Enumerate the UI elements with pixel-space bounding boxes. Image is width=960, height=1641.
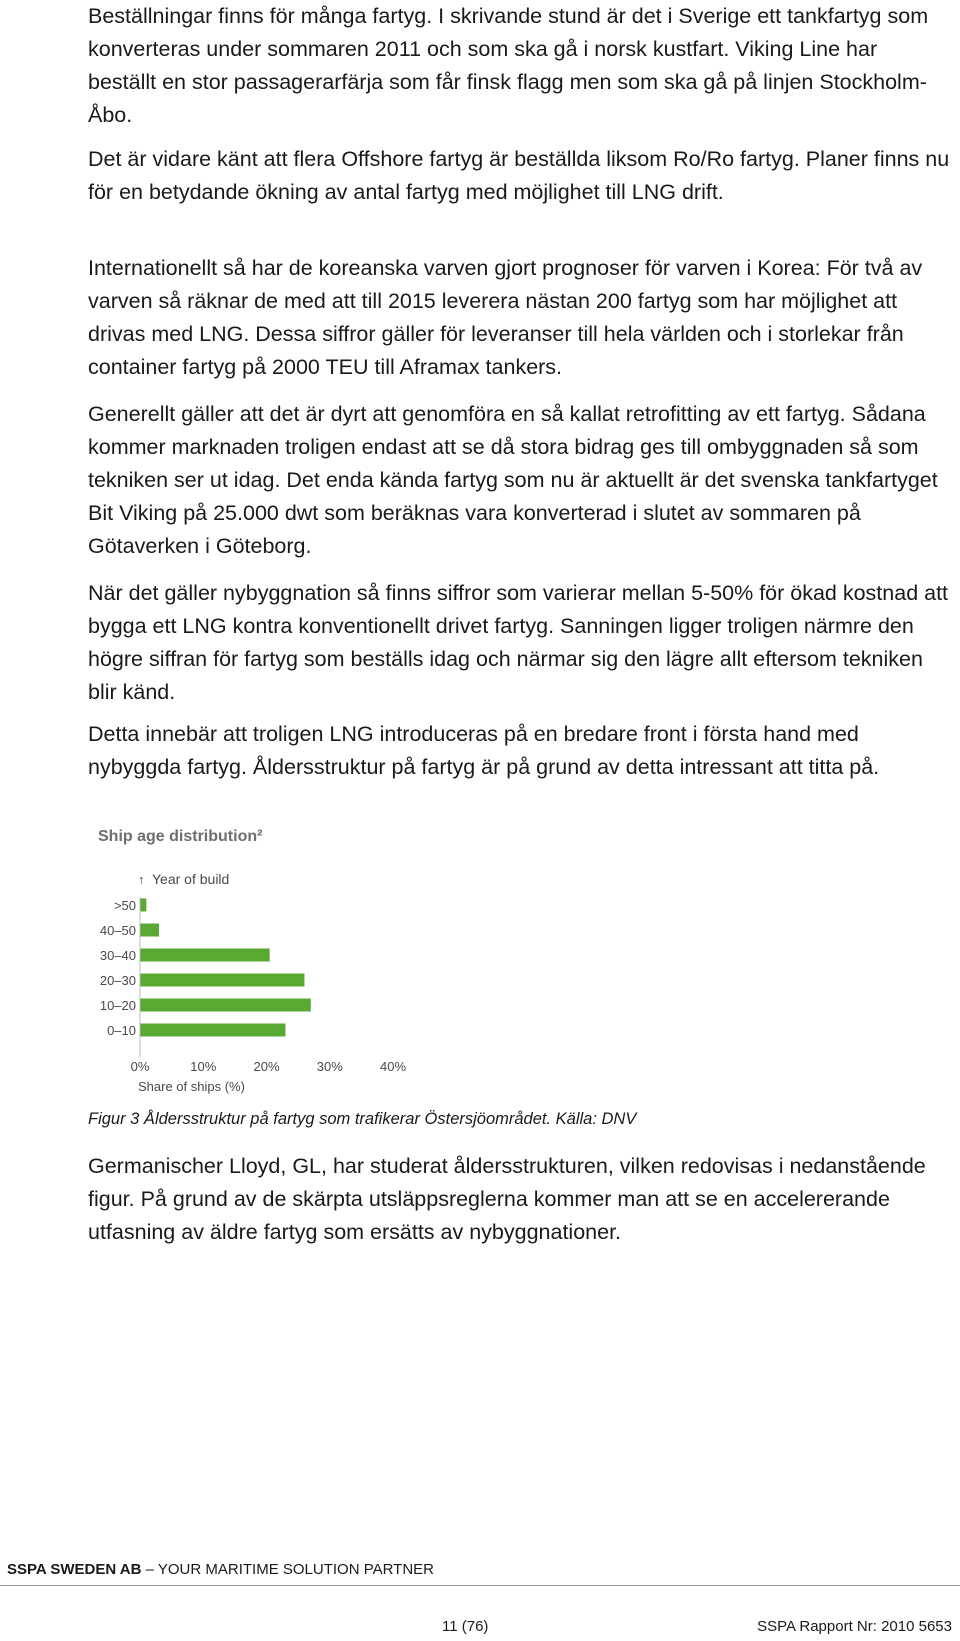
x-ticks-layer [131, 1059, 407, 1074]
footer-report-number: SSPA Rapport Nr: 2010 5653 [757, 1618, 952, 1635]
paragraph-offshore: Det är vidare känt att flera Offshore fartyg är beställda liksom Ro/Ro fartyg. Planer finns nu för en betydande ökning av antal fartyg med möjlighet till LNG drift. [88, 147, 950, 204]
age-bar [140, 1024, 285, 1037]
paragraph-retrofitting: Generellt gäller att det är dyrt att genomföra en så kallat retrofitting av ett fartyg. Sådana kommer marknaden troligen endast att se då stora bidrag ges till ombyggnaden så som tekniken ser ut idag. Det enda kända fartyg som nu är aktuellt är det svenska tankfartyget Bit Viking på 25.000 dwt som beräknas vara konverterad i slutet av sommaren på Götaverken i Göteborg. [88, 402, 938, 558]
figure-caption: Figur 3 Åldersstruktur på fartyg som trafikerar Östersjöområdet. Källa: DNV [88, 1110, 637, 1128]
category-label: 40–50 [99, 923, 136, 938]
category-label: 20–30 [99, 973, 136, 988]
age-bar [140, 949, 270, 962]
y-axis-label: Year of build [152, 871, 230, 887]
footer-company [7, 1561, 434, 1578]
x-tick-label: 40% [379, 1059, 407, 1074]
x-tick-label: 0% [130, 1059, 150, 1074]
age-bar [140, 999, 311, 1012]
footer-company-name: SSPA SWEDEN AB [7, 1561, 142, 1578]
paragraph-orders: Beställningar finns för många fartyg. I skrivande stund är det i Sverige ett tankfartyg som konverteras under sommaren 2011 och som ska gå i norsk kustfart. Viking Line har beställt en stor passagerarfärja som får finsk flagg men som ska gå på linjen Stockholm-Åbo. [88, 4, 929, 127]
paragraph-lng-intro: Detta innebär att troligen LNG introduceras på en bredare front i första hand med nybyggda fartyg. Åldersstruktur på fartyg är på grund av detta intressant att titta på. [88, 722, 880, 779]
footer-page-number: 11 (76) [442, 1618, 489, 1635]
paragraph-newbuilding: När det gäller nybyggnation så finns siffror som varierar mellan 5-50% för ökad kostnad att bygga ett LNG kontra konventionellt drivet fartyg. Sanningen ligger troligen närmre den högre siffran för fartyg som beställs idag och närmar sig den lägre allt eftersom tekniken blir känd. [88, 581, 949, 704]
x-tick-label: 20% [253, 1059, 280, 1074]
category-label: 10–20 [99, 998, 136, 1013]
footer-tagline: – YOUR MARITIME SOLUTION PARTNER [141, 1561, 435, 1578]
x-tick-label: 30% [316, 1059, 343, 1074]
bars-layer [100, 898, 311, 1038]
y-axis-arrow: ↑ [138, 872, 145, 887]
age-bar [140, 974, 304, 987]
chart-title: Ship age distribution² [98, 828, 263, 845]
x-tick-label: 10% [190, 1059, 217, 1074]
paragraph-gl-study: Germanischer Lloyd, GL, har studerat åldersstrukturen, vilken redovisas i nedanstående figur. På grund av de skärpta utsläppsreglerna kommer man att se en accelererande utfasning av äldre fartyg som ersätts av nybyggnationer. [88, 1154, 926, 1244]
age-bar [140, 899, 146, 912]
age-bar [140, 924, 159, 937]
paragraph-korea: Internationellt så har de koreanska varven gjort prognoser för varven i Korea: För två av varven så räknar de med att till 2015 leverera nästan 200 fartyg som har möjlighet att drivas med LNG. Dessa siffror gäller för leveranser till hela världen och i storlekar från container fartyg på 2000 TEU till Aframax tankers. [88, 256, 923, 379]
chart-svg [98, 825, 438, 1095]
category-label: 30–40 [99, 948, 136, 963]
x-axis-label: Share of ships (%) [138, 1079, 245, 1094]
category-label: 0–10 [107, 1023, 136, 1038]
footer-divider [0, 1585, 960, 1586]
ship-age-chart [98, 825, 438, 1095]
category-label: >50 [113, 898, 136, 913]
